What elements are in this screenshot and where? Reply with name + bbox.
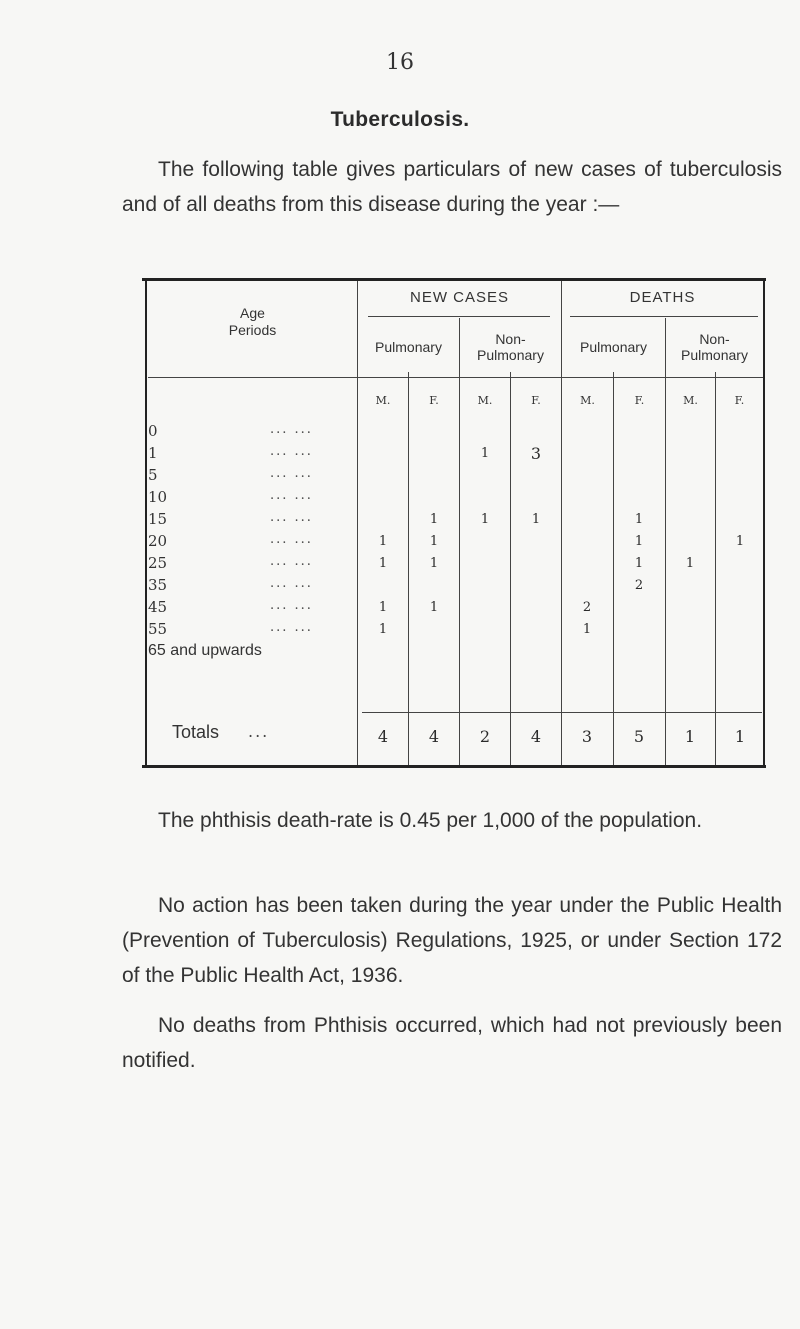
table-cell: 1 — [429, 556, 439, 571]
table-cell: 1 — [429, 600, 439, 615]
table-cell: 1 — [531, 512, 541, 527]
non-pulmonary-header: Non- — [699, 331, 730, 347]
table-top-rule — [142, 278, 766, 281]
age-period: 25 — [148, 554, 168, 572]
male-header: M. — [477, 394, 493, 407]
regulations-paragraph: No action has been taken during the year under the Public Health (Prevention of Tuberculosis) Regulations, 1925, or under Section 172 of the Public Health Act, 1936. — [122, 894, 782, 987]
total-cell: 3 — [581, 727, 593, 746]
col-sep — [459, 318, 460, 765]
table-cell: 3 — [530, 444, 542, 463]
totals-rule — [362, 712, 762, 713]
table-cell: 1 — [735, 534, 745, 549]
total-cell: 4 — [428, 727, 440, 746]
age-period: 10 — [148, 488, 168, 506]
death-rate-paragraph: The phthisis death-rate is 0.45 per 1,000 of the population. — [158, 809, 703, 832]
leader-dots: ... ... — [270, 422, 313, 437]
male-header: M. — [580, 394, 595, 407]
header-rule — [148, 377, 763, 378]
col-sep — [510, 372, 511, 765]
total-cell: 4 — [377, 727, 389, 746]
header-rule — [368, 316, 550, 317]
total-cell: 5 — [633, 727, 645, 746]
leader-dots: ... ... — [270, 510, 313, 525]
table-cell: 1 — [429, 512, 439, 527]
total-cell: 4 — [530, 727, 542, 746]
new-cases-header: NEW CASES — [409, 289, 509, 306]
table-cell: 1 — [378, 622, 388, 637]
col-sep — [613, 372, 614, 765]
age-period: 20 — [148, 532, 168, 550]
leader-dots: ... ... — [270, 620, 313, 635]
female-header: F. — [429, 394, 439, 407]
leader-dots: ... ... — [270, 554, 313, 569]
table-bottom-rule — [142, 765, 766, 768]
col-sep — [408, 372, 409, 765]
non-pulmonary-header: Pulmonary — [681, 347, 748, 363]
age-period: 15 — [148, 510, 168, 528]
table-cell: 1 — [582, 622, 592, 637]
total-cell: 2 — [479, 727, 491, 746]
non-pulmonary-header: Non- — [495, 331, 526, 347]
table-cell: 1 — [480, 446, 490, 461]
table-cell: 1 — [685, 556, 695, 571]
total-cell: 1 — [734, 727, 746, 746]
leader-dots: ... ... — [270, 598, 313, 613]
table-cell: 2 — [634, 578, 644, 593]
table-cell: 1 — [634, 512, 644, 527]
age-header: Age — [240, 305, 265, 321]
periods-header: Periods — [228, 322, 277, 338]
non-pulmonary-header: Pulmonary — [477, 347, 544, 363]
total-cell: 1 — [684, 727, 696, 746]
age-period: 45 — [148, 598, 168, 616]
pulmonary-header: Pulmonary — [375, 339, 442, 355]
table-cell: 1 — [634, 556, 644, 571]
page-title: Tuberculosis. — [330, 108, 470, 131]
table-cell: 2 — [582, 600, 592, 615]
header-rule — [570, 316, 758, 317]
age-period: 5 — [148, 466, 158, 484]
age-period: 1 — [148, 444, 158, 462]
col-sep — [665, 318, 666, 765]
page-number: 16 — [386, 50, 414, 75]
deaths-header: DEATHS — [629, 289, 696, 306]
table-cell: 1 — [634, 534, 644, 549]
col-sep — [715, 372, 716, 765]
female-header: F. — [734, 394, 745, 407]
leader-dots: ... ... — [270, 466, 313, 481]
female-header: F. — [531, 394, 541, 407]
male-header: M. — [375, 394, 391, 407]
female-header: F. — [634, 394, 645, 407]
leader-dots: ... ... — [270, 444, 313, 459]
table-cell: 1 — [378, 534, 388, 549]
age-period: 55 — [148, 620, 168, 638]
table-cell: 1 — [378, 600, 388, 615]
intro-paragraph: The following table gives particulars of new cases of tuberculosis and of all deaths from this disease during the year :— — [122, 158, 782, 216]
totals-dots: ... — [248, 722, 270, 741]
male-header: M. — [683, 394, 698, 407]
age-period: 65 and upwards — [148, 642, 262, 659]
leader-dots: ... ... — [270, 576, 313, 591]
table-cell: 1 — [378, 556, 388, 571]
leader-dots: ... ... — [270, 488, 313, 503]
age-period: 0 — [148, 422, 158, 440]
age-period: 35 — [148, 576, 168, 594]
table-cell: 1 — [480, 512, 490, 527]
leader-dots: ... ... — [270, 532, 313, 547]
table-right-border — [763, 281, 765, 765]
table-left-border — [145, 281, 147, 765]
table-cell: 1 — [429, 534, 439, 549]
notification-paragraph: No deaths from Phthisis occurred, which had not previously been notified. — [122, 1014, 782, 1072]
pulmonary-header: Pulmonary — [580, 339, 647, 355]
totals-label: Totals — [172, 722, 220, 742]
